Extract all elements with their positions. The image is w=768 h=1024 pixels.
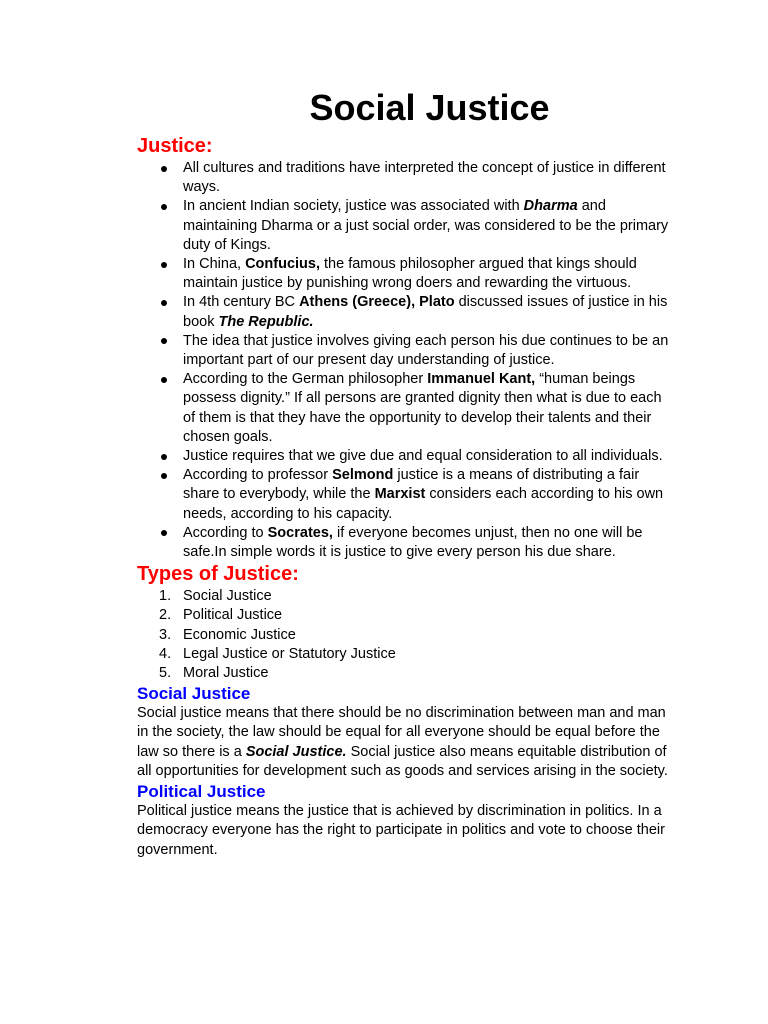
- type-item: [137, 587, 677, 606]
- justice-heading: Justice:: [137, 135, 213, 157]
- bold-text: Socrates,: [267, 524, 333, 541]
- bold-italic-text: The Republic.: [218, 313, 314, 330]
- bullet-item: [137, 524, 677, 562]
- type-item: [137, 664, 677, 683]
- type-item: [137, 606, 677, 625]
- text-run: justice is a means of distributing a fair share to everybody, while the: [183, 467, 640, 503]
- type-number: 1.: [159, 588, 172, 605]
- type-number: 5.: [159, 665, 172, 682]
- bullet-item: [137, 293, 677, 331]
- bold-italic-text: Dharma: [523, 198, 578, 215]
- social-justice-paragraph: [137, 704, 677, 781]
- bullet-item: [137, 447, 677, 466]
- bold-italic-text: Social Justice.: [245, 743, 347, 760]
- bold-text: Selmond: [332, 467, 394, 484]
- bullet-item: [137, 332, 677, 370]
- political-justice-heading: Political Justice: [137, 782, 266, 802]
- type-number: 3.: [159, 626, 172, 643]
- type-item: [137, 626, 677, 645]
- text-run: Political justice means the justice that is achieved by discrimination in politics. In a democracy everyone has the right to participate in politics and vote to choose their government.: [137, 803, 665, 858]
- bullet-item: [137, 466, 677, 524]
- bullet-item: [137, 370, 677, 447]
- text-run: According to: [183, 524, 268, 541]
- type-label: Economic Justice: [183, 626, 296, 643]
- types-list: [137, 587, 677, 683]
- bullet-item: [137, 255, 677, 293]
- text-run: According to the German philosopher: [183, 371, 428, 388]
- bullet-dot-icon: [161, 166, 167, 172]
- political-justice-paragraph: [137, 802, 677, 860]
- type-number: 2.: [159, 607, 172, 624]
- text-run: In 4th century BC: [183, 294, 300, 311]
- bullet-dot-icon: [161, 473, 167, 479]
- page-title: Social Justice: [309, 87, 550, 128]
- bold-text: Confucius,: [245, 256, 320, 273]
- text-run: the famous philosopher argued that kings should maintain justice by punishing wrong doers and rewarding the virtuous.: [183, 256, 637, 292]
- text-run: In ancient Indian society, justice was associated with: [183, 198, 524, 215]
- bullet-dot-icon: [161, 262, 167, 268]
- text-run: if everyone becomes unjust, then no one will be safe.In simple words it is justice to give every person his due share.: [183, 524, 643, 561]
- text-run: considers each according to his own needs, according to his capacity.: [183, 486, 664, 522]
- bold-text: Immanuel Kant,: [427, 371, 536, 388]
- text-run: All cultures and traditions have interpreted the concept of justice in different ways.: [183, 160, 666, 196]
- text-run: discussed issues of justice in his book: [183, 294, 668, 330]
- text-run: Social justice means that there should be no discrimination between man and man in the society, the law should be equal for all everyone should be equal before the law so there is a: [137, 705, 666, 760]
- bullet-dot-icon: [161, 454, 167, 460]
- bullet-dot-icon: [161, 377, 167, 383]
- bullet-dot-icon: [161, 300, 167, 306]
- bullet-item: [137, 159, 677, 197]
- justice-bullet-list: [137, 159, 677, 562]
- bullet-dot-icon: [161, 530, 167, 536]
- types-heading: Types of Justice:: [137, 563, 299, 586]
- bullet-dot-icon: [161, 204, 167, 210]
- text-run: In China,: [183, 256, 246, 273]
- bullet-dot-icon: [161, 338, 167, 344]
- type-label: Social Justice: [183, 588, 272, 605]
- text-run: Social justice also means equitable distribution of all opportunities for development such as goods and services arising in the society.: [137, 743, 668, 779]
- bold-text: Marxist: [374, 486, 426, 503]
- text-run: and maintaining Dharma or a just social order, was considered to be the primary duty of Kings.: [183, 198, 669, 253]
- type-item: [137, 645, 677, 664]
- social-justice-heading: Social Justice: [137, 684, 251, 704]
- type-label: Legal Justice or Statutory Justice: [183, 645, 396, 662]
- text-run: Justice requires that we give due and equal consideration to all individuals.: [183, 448, 663, 465]
- document-page: [137, 86, 677, 860]
- text-run: According to professor: [183, 467, 333, 484]
- bold-text: Athens (Greece), Plato: [299, 294, 455, 311]
- type-label: Moral Justice: [183, 665, 269, 682]
- text-run: The idea that justice involves giving each person his due continues to be an important part of our present day understanding of justice.: [183, 332, 669, 369]
- bullet-item: [137, 197, 677, 255]
- type-label: Political Justice: [183, 607, 283, 624]
- type-number: 4.: [159, 645, 172, 662]
- text-run: “human beings possess dignity.” If all persons are granted dignity then what is due to each of them is that they have the opportunity to develop their talents and their chosen goals.: [183, 371, 662, 445]
